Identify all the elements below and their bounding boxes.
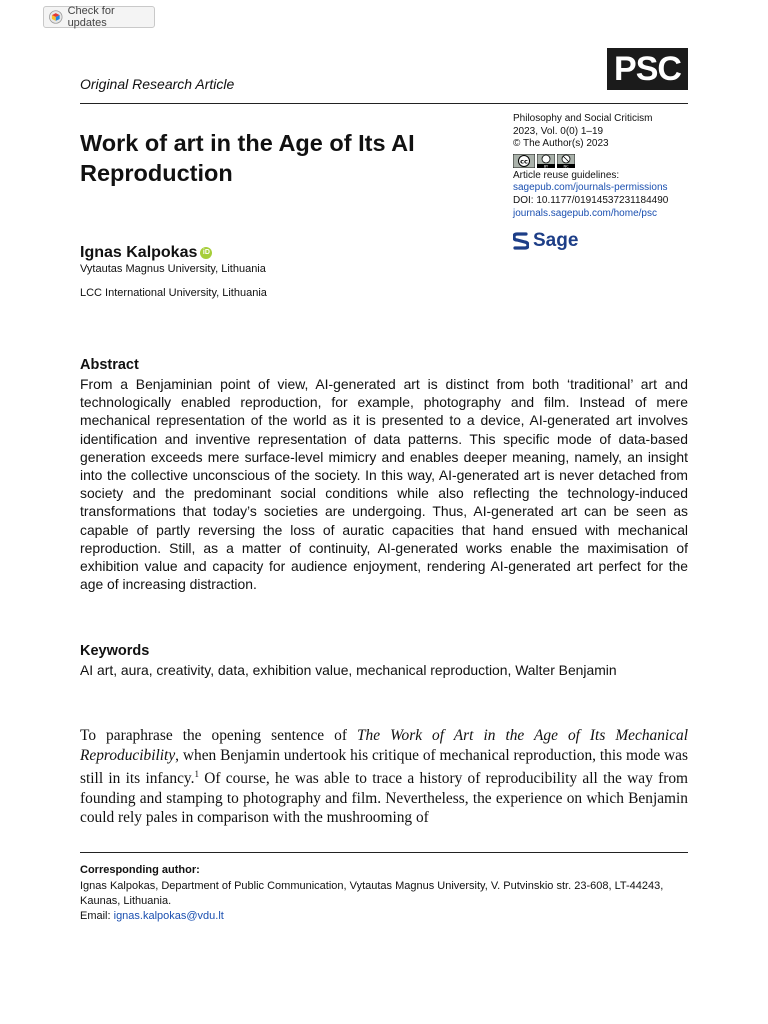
check-for-updates-label: Check for updates [67,5,115,29]
sage-s-icon [513,231,529,251]
abstract-text: From a Benjaminian point of view, AI-generated art is distinct from both ‘traditional’ art and technologically enabled reproduction, for example, photography and film. Instead of mere mechanical representation of the world as it is presented to a device, AI-generated art involves identification and inventive representation of data patterns. This specific mode of data-based generation exceeds mere surface-level mimicry and enables deeper meaning, namely, an insight into the collective unconscious of the society. In this way, AI-generated art is never detached from society and the predominant social conditions while also reflecting the technology-induced transformations that today’s societies are undergoing. Thus, AI-generated art can be seen as capable of partly reversing the loss of auratic capacities that hand ensued with mechanical reproduction. Still, as a matter of continuity, AI-generated works enable the maximisation of exhibition value and capacity for audience enjoyment, rendering AI-generated art perfect for the age of increasing distraction. [80,376,688,593]
body-text-start: To paraphrase the opening sentence of [80,727,357,744]
corresponding-email-line [80,909,688,924]
corresponding-heading: Corresponding author: [80,864,200,876]
article-type: Original Research Article [80,76,235,92]
cited-work-title: The Work of Art in the Age of Its Mechanical Reproducibility [80,727,688,764]
publisher-name: Sage [533,230,579,251]
corresponding-address: Ignas Kalpokas, Department of Public Communication, Vytautas Magnus University, V. Putvinskio str. 23-608, LT-44243, Kaunas, Lithuania. [80,880,664,907]
author-name: Ignas Kalpokas [80,244,198,261]
publisher-logo [513,230,578,252]
affiliation-2: LCC International University, Lithuania [80,287,267,299]
by-label: BY [543,164,549,168]
svg-text:cc: cc [520,157,528,166]
journal-name: Philosophy and Social Criticism [513,113,653,124]
author-line [80,244,212,262]
check-for-updates-icon [49,10,63,24]
article-title: Work of art in the Age of Its AI Reproduction [80,130,415,186]
nc-icon [557,154,575,168]
abstract-heading: Abstract [80,357,139,373]
affiliation-1: Vytautas Magnus University, Lithuania [80,263,266,275]
license-badge[interactable] [513,154,693,168]
cc-icon [513,154,535,168]
journal-logo: PSC [607,48,688,90]
article-metadata [513,113,693,220]
keywords-text: AI art, aura, creativity, data, exhibition value, mechanical reproduction, Walter Benjamin [80,662,617,678]
header-divider [80,103,688,104]
body-text-end: Of course, he was able to trace a history of reproducibility all the way from founding and stamping to photography and film. Nevertheless, the experience on which Benjamin could rely pales in comparison with the mushrooming of [80,770,688,827]
doi: DOI: 10.1177/01914537231184490 [513,194,669,206]
email-label: Email: [80,910,114,922]
nc-label: NC [563,164,569,168]
reuse-link[interactable]: sagepub.com/journals-permissions [513,182,668,194]
orcid-icon[interactable]: iD [200,247,212,259]
by-icon [537,154,555,168]
email-link[interactable]: ignas.kalpokas@vdu.lt [113,910,224,922]
reuse-label: Article reuse guidelines: [513,169,620,181]
copyright: © The Author(s) 2023 [513,138,609,150]
journal-volume: 2023, Vol. 0(0) 1–19 [513,125,604,137]
body-text-middle: , when Benjamin undertook his critique of mechanical reproduction, this mode was still in its infancy. [80,746,688,788]
corresponding-details [80,879,688,924]
body-paragraph [80,726,688,828]
journal-link[interactable]: journals.sagepub.com/home/psc [513,207,657,219]
footer-divider [80,852,688,853]
footnote-marker[interactable]: 1 [194,769,199,779]
check-for-updates-button[interactable] [43,6,155,28]
keywords-heading: Keywords [80,643,150,659]
